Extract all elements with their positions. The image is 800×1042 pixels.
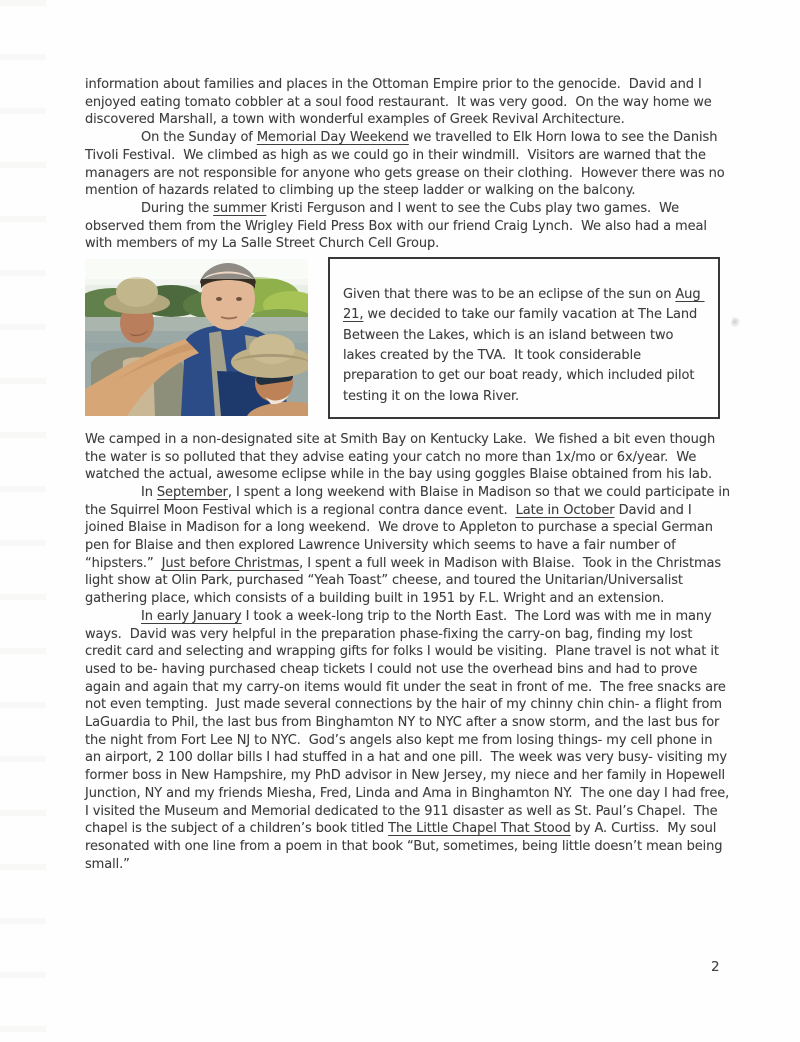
paragraph-september-madison [85, 484, 735, 608]
photo-and-callout-row [85, 257, 731, 419]
page-number: 2 [711, 959, 720, 975]
underlined-phrase: Memorial Day Weekend [256, 130, 409, 146]
paragraph-summer-cubs [85, 200, 731, 253]
paragraph-memorial-day [85, 129, 731, 200]
underlined-phrase: Just before Christmas [161, 555, 300, 571]
text-run: by A. Curtiss. My soul resonated with one line from a poem in that book “But, sometimes, being little doesn’t mean being small.” [85, 821, 727, 872]
letter-body [85, 76, 735, 873]
text-run: , I spent a full week in Madison with Blaise. Took in the Christmas light show at Olin Park, purchased “Yeah Toast” cheese, and toured the Unitarian/Universalist gathering place, which consists of a building built in 1951 by F.L. Wright and an extension. [85, 555, 726, 607]
text-run: we travelled to Elk Horn Iowa to see the Danish Tivoli Festival. We climbed as high as we could go in their windmill. Visitors are warned that the managers are not responsible for anyone who gets grease on their clothing. However there was no mention of hazards related to climbing up the steep ladder or walking on the balcony. [85, 130, 729, 199]
text-run: We camped in a non-designated site at Smith Bay on Kentucky Lake. We fished a bit even though the water is so polluted that they advise eating your catch no more than 1x/mo or 6x/year. We watched the actual, awesome eclipse while in the bay using goggles Blaise obtained from his lab. [85, 431, 720, 483]
underlined-phrase: In early January [141, 608, 242, 624]
text-run: , I spent a long weekend with Blaise in Madison so that we could participate in the Squirrel Moon Festival which is a regional contra dance event. [85, 484, 735, 518]
underlined-phrase: Aug 21, [343, 287, 705, 323]
text-run: In [141, 484, 157, 500]
text-run: I took a week-long trip to the North East. The Lord was with me in many ways. David was very helpful in the preparation phase-fixing the carry-on bag, finding my lost credit card and selecting and wrapping gifts for folks I would be visiting. Plane travel is not what it used to be- having purchased cheap tickets I could not use the overhead bins and had to prove again and again that my carry-on items would fit under the seat in front of me. The free snacks are not even tempting. Just made several connections by the hair of my chinny chin chin- a flight from LaGuardia to Phil, the last bus from Binghamton NY to NYC after a snow storm, and the last bus for the night from Fort Lee NJ to NYC. God’s angels also kept me from losing things- my cell phone in an airport, 2 100 dollar bills I had stuffed in a hat and one pill. The week was very busy- visiting my former boss in New Hampshire, my PhD advisor in New Jersey, my niece and her family in Hopewell Junction, NY and my friends Miesha, Fred, Linda and Ama in Binghamton NY. The one day I had free, I visited the Museum and Memorial dedicated to the 911 disaster as well as St. Paul’s Chapel. The chapel is the subject of a children’s book titled [85, 608, 734, 837]
underlined-phrase: September [156, 484, 228, 500]
underlined-phrase: Late in October [515, 502, 615, 518]
family-selfie-photo [85, 259, 308, 416]
paragraph-ottoman-empire [85, 76, 731, 129]
underlined-phrase: The Little Chapel That Stood [388, 821, 571, 837]
underlined-phrase: summer [213, 200, 267, 216]
scan-edge-noise [0, 0, 46, 1042]
text-run: On the Sunday of [141, 130, 257, 146]
paragraph-january-trip [85, 608, 734, 874]
text-run: we decided to take our family vacation at The Land Between the Lakes, which is an island between two lakes created by the TVA. It took considerable preparation to get our boat ready, which included pilot testing it on the Iowa River. [343, 307, 702, 404]
eclipse-callout-box [328, 257, 720, 419]
paragraph-smith-bay [85, 431, 731, 484]
scan-smudge-artifact [730, 317, 742, 329]
callout-text [343, 285, 705, 407]
text-run: During the [141, 200, 214, 216]
text-run: David and I joined Blaise in Madison for a long weekend. We drove to Appleton to purchase a special German pen for Blaise and then explored Lawrence University which seems to have a fair number of “hipsters.” [85, 502, 717, 571]
text-run: information about families and places in the Ottoman Empire prior to the genocide. David and I enjoyed eating tomato cobbler at a soul food restaurant. It was very good. On the way home we discovered Marshall, a town with wonderful examples of Greek Revival Architecture. [85, 77, 716, 128]
text-run: Kristi Ferguson and I went to see the Cubs play two games. We observed them from the Wrigley Field Press Box with our friend Craig Lynch. We also had a meal with members of my La Salle Street Church Cell Group. [85, 200, 711, 252]
text-run: Given that there was to be an eclipse of the sun on [343, 287, 676, 303]
